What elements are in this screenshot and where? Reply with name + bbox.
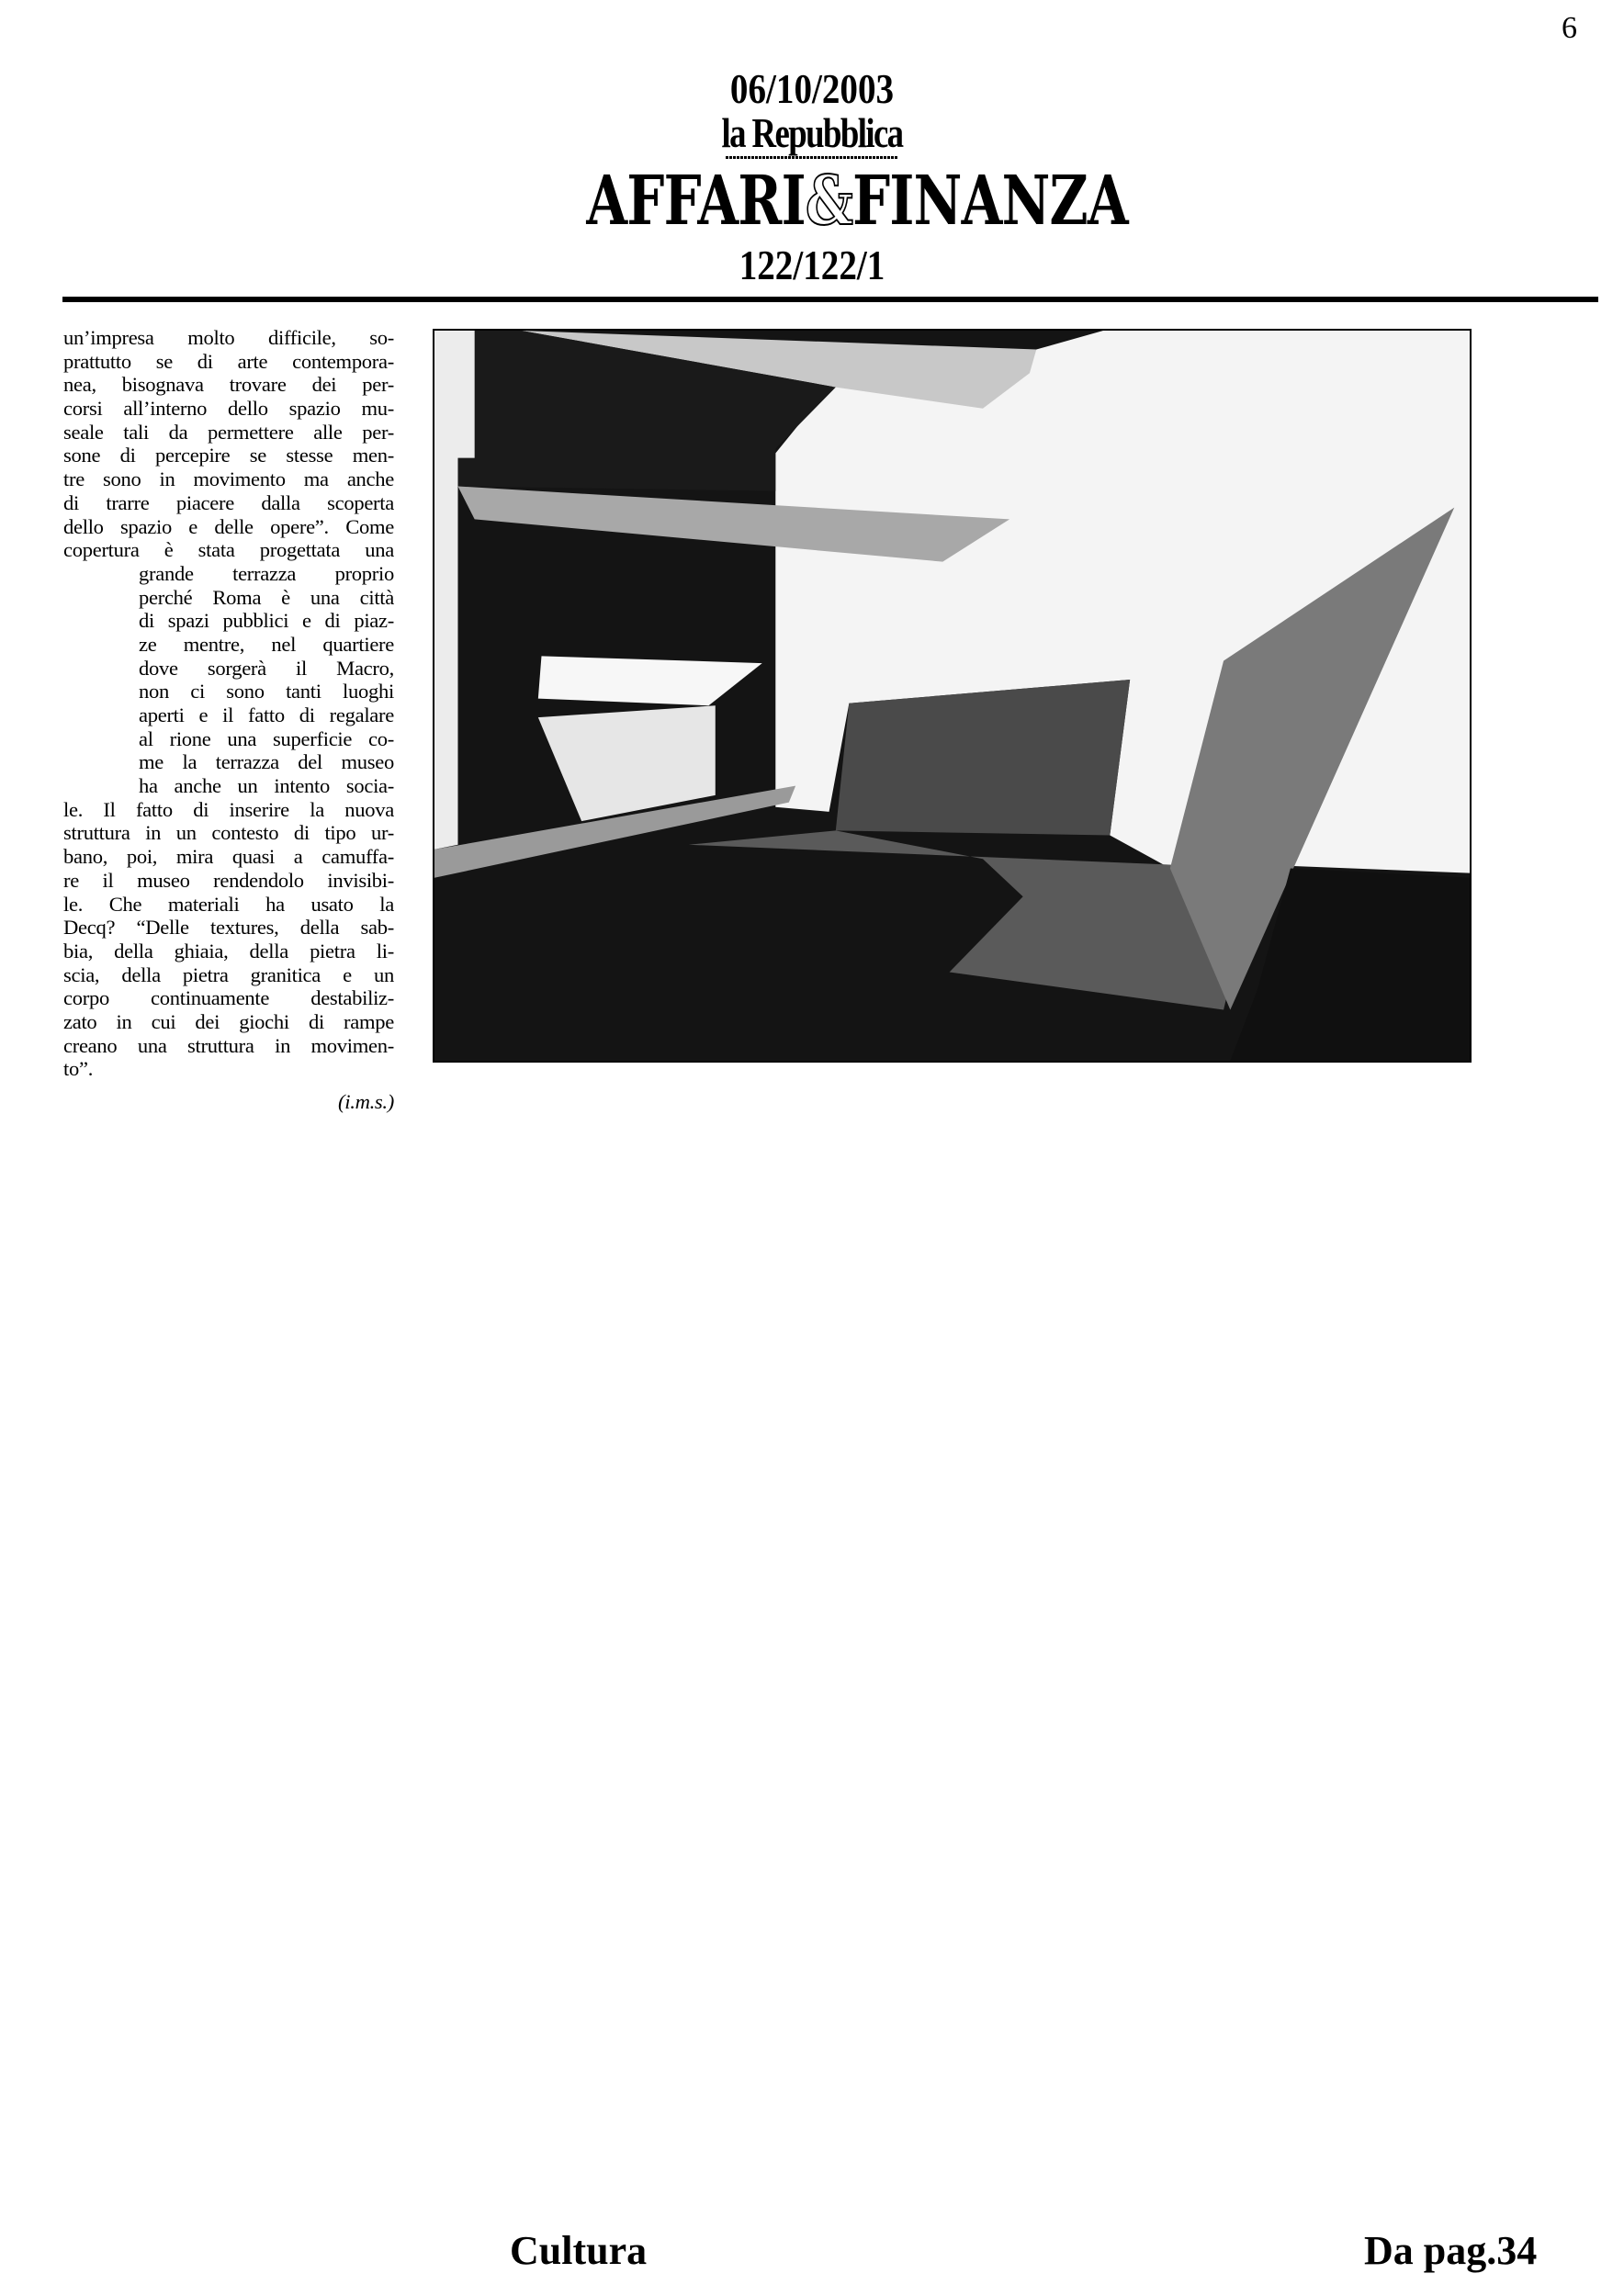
article-line: di spazi pubblici e di piaz- [139, 609, 394, 633]
publication-date: 06/10/2003 [729, 65, 895, 112]
article-line: dove sorgerà il Macro, [139, 656, 394, 680]
article-line: tre sono in movimento ma anche [63, 467, 394, 491]
article-line: corpo continuamente destabiliz- [63, 986, 394, 1010]
article-line: aperti e il fatto di regalare [139, 703, 394, 726]
page-number: 6 [1562, 11, 1577, 45]
article-line: le. Che materiali ha usato la [63, 892, 394, 916]
article-line: al rione una superficie co- [139, 726, 394, 750]
article-line: dello spazio e delle opere”. Come [63, 514, 394, 538]
article-line: copertura è stata progettata una [63, 538, 394, 562]
article-line: ha anche un intento socia- [139, 774, 394, 798]
article-line: non ci sono tanti luoghi [139, 680, 394, 703]
article-line: struttura in un contesto di tipo ur- [63, 821, 394, 845]
header-divider [62, 297, 1598, 302]
article-line: seale tali da permettere alle per- [63, 420, 394, 444]
article-line: nea, bisognava trovare dei per- [63, 373, 394, 397]
article-line: le. Il fatto di inserire la nuova [63, 797, 394, 821]
article-line: bano, poi, mira quasi a camuffa- [63, 845, 394, 869]
article-line: un’impresa molto difficile, so- [63, 326, 394, 349]
logo-underline [726, 156, 898, 159]
article-line: bia, della ghiaia, della pietra li- [63, 939, 394, 962]
article-line: Decq? “Delle textures, della sab- [63, 916, 394, 940]
article-line: perché Roma è una città [139, 585, 394, 609]
article-line: creano una struttura in movimen- [63, 1033, 394, 1057]
issue-reference: 122/122/1 [739, 242, 885, 288]
supplement-logo-right: FINANZA [852, 162, 1128, 241]
article-line: prattutto se di arte contempora- [63, 349, 394, 373]
supplement-logo [586, 162, 1128, 241]
museum-rendering-photo [433, 329, 1472, 1063]
article-line: di trarre piacere dalla scoperta [63, 490, 394, 514]
article-line: corsi all’interno dello spazio mu- [63, 397, 394, 421]
article-line: scia, della pietra granitica e un [63, 962, 394, 986]
article-column [63, 326, 394, 1114]
source-page-label: Da pag.34 [1364, 2228, 1538, 2273]
supplement-logo-left: AFFARI [586, 162, 806, 241]
supplement-logo-amp: & [805, 162, 853, 241]
newspaper-logo: la Repubblica [721, 109, 903, 156]
article-line: ze mentre, nel quartiere [139, 632, 394, 656]
article-line: sone di percepire se stesse men- [63, 444, 394, 467]
article-line: grande terrazza proprio [139, 561, 394, 585]
author-initials: (i.m.s.) [338, 1090, 394, 1113]
article-line: re il museo rendendolo invisibi- [63, 868, 394, 892]
article-line: me la terrazza del museo [139, 750, 394, 774]
section-label: Cultura [510, 2228, 648, 2273]
article-line: to”. [63, 1057, 94, 1081]
article-line: zato in cui dei giochi di rampe [63, 1009, 394, 1033]
